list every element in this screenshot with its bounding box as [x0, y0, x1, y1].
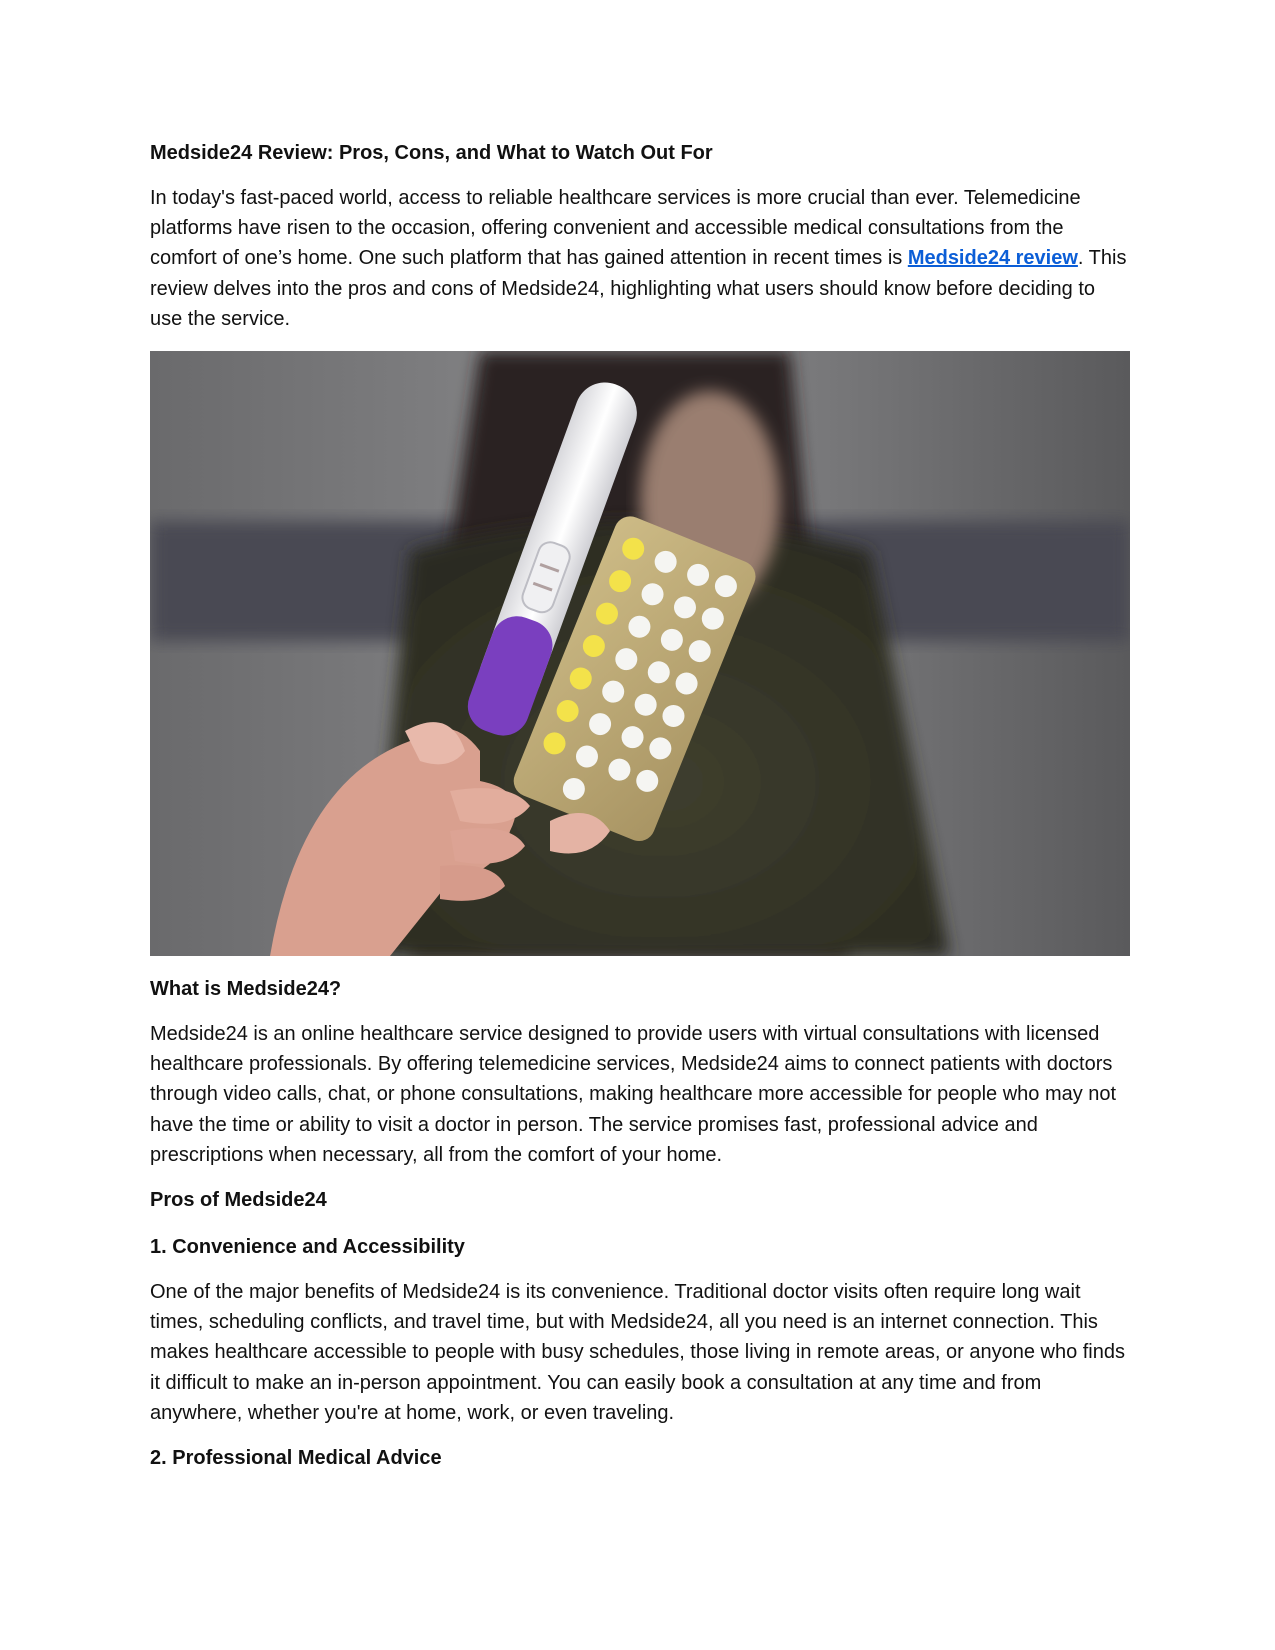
pro1-paragraph: One of the major benefits of Medside24 is its convenience. Traditional doctor visits often require long wait times, scheduling conflicts, and travel time, but with Medside24, all you need is an internet connection. This makes healthcare accessible to people with busy schedules, those living in remote areas, or anyone who finds it difficult to make an in-person appointment. You can easily book a consultation at any time and from anywhere, whether you're at home, work, or even traveling. — [150, 1281, 1125, 1424]
article-title: Medside24 Review: Pros, Cons, and What to Watch Out For — [150, 142, 713, 164]
article-photo — [150, 351, 1130, 956]
intro-text-start: In today's fast-paced world, access to reliable healthcare services is more crucial than ever. Telemedicine platforms have risen to the occasion, offering convenient and accessible medical consultations from the comfort of one’s home. One such platform that has gained attention in recent times is — [150, 187, 1081, 270]
what-is-heading: What is Medside24? — [150, 978, 342, 1001]
document-page — [150, 140, 1130, 1471]
what-is-paragraph: Medside24 is an online healthcare service designed to provide users with virtual consultations with licensed healthcare professionals. By offering telemedicine services, Medside24 aims to connect patients with doctors through video calls, chat, or phone consultations, making healthcare more accessible for people who may not have the time or ability to visit a doctor in person. The service promises fast, professional advice and prescriptions when necessary, all from the comfort of your home. — [150, 1023, 1117, 1166]
pro1-heading: 1. Convenience and Accessibility — [150, 1236, 465, 1259]
intro-text-end: . This review delves into the pros and cons of Medside24, highlighting what users should know before deciding to use the service. — [150, 247, 1127, 330]
medside24-review-link[interactable]: Medside24 review — [907, 247, 1078, 270]
pro2-heading: 2. Professional Medical Advice — [150, 1447, 442, 1470]
intro-paragraph — [150, 183, 1130, 334]
pros-heading: Pros of Medside24 — [150, 1189, 327, 1212]
